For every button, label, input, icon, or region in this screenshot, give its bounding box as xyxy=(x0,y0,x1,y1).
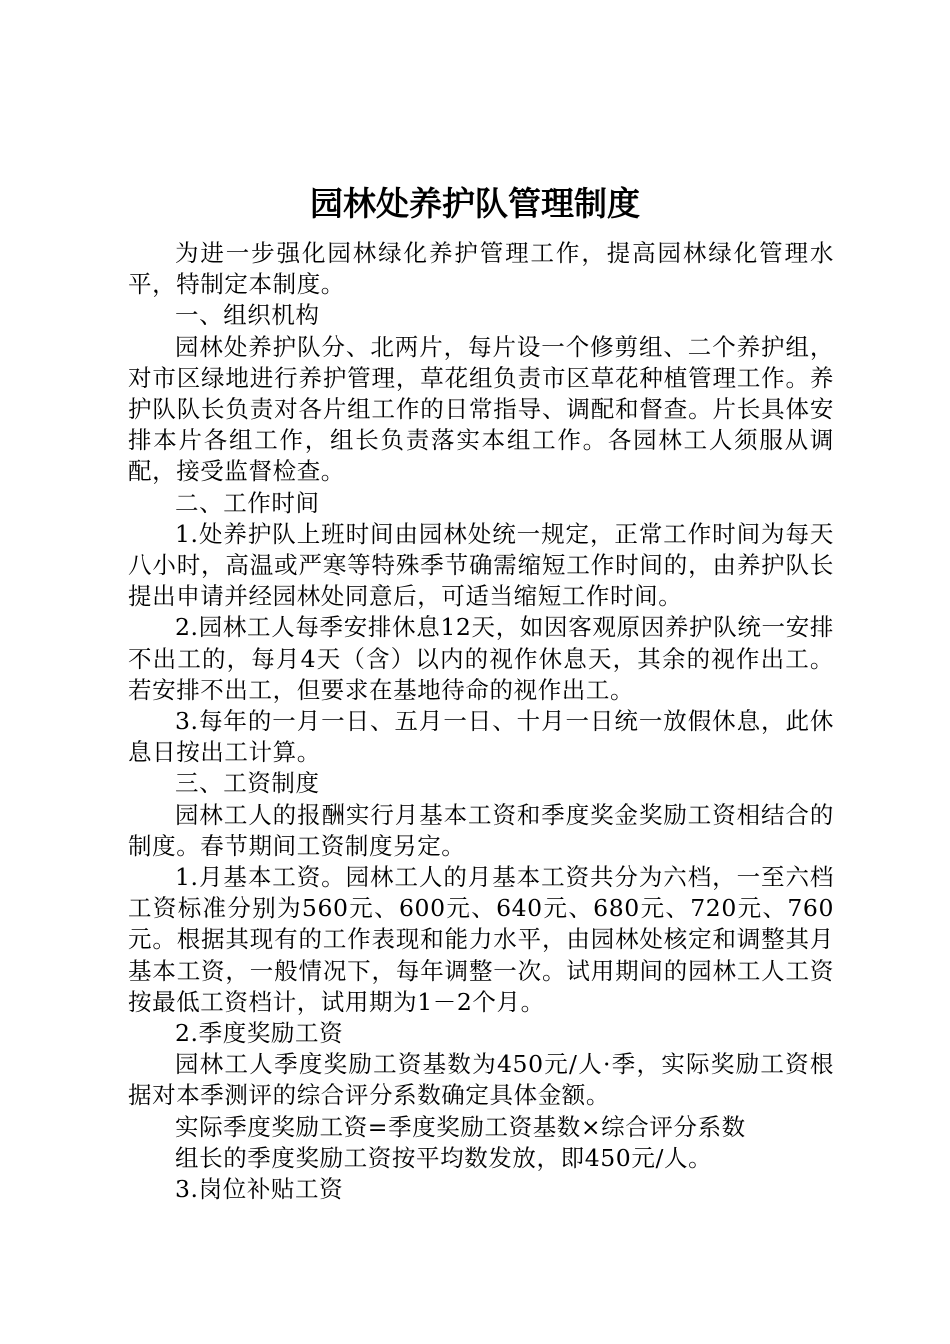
subheading-quarterly-bonus: 2.季度奖励工资 xyxy=(175,1019,344,1048)
section-heading-wage-system: 三、工资制度 xyxy=(175,769,320,798)
document-body xyxy=(128,238,834,1205)
paragraph-work-time-2: 2.园林工人每季安排休息12天，如因客观原因养护队统一安排不出工的，每月4天（含）以内的视作休息天，其余的视作出工。若安排不出工，但要求在基地待命的视作出工。 xyxy=(128,613,834,704)
paragraph-monthly-wage: 1.月基本工资。园林工人的月基本工资共分为六档，一至六档工资标准分别为560元、600元、640元、680元、720元、760元。根据其现有的工作表现和能力水平，由园林处核定和调整其月基本工资，一般情况下，每年调整一次。试用期间的园林工人工资按最低工资档计，试用期为1－2个月。 xyxy=(128,863,834,1016)
paragraph-bonus-formula: 实际季度奖励工资=季度奖励工资基数×综合评分系数 xyxy=(175,1112,746,1141)
paragraph-intro: 为进一步强化园林绿化养护管理工作，提高园林绿化管理水平，特制定本制度。 xyxy=(128,239,834,299)
paragraph-work-time-1: 1.处养护队上班时间由园林处统一规定，正常工作时间为每天八小时，高温或严寒等特殊季节确需缩短工作时间的，由养护队长提出申请并经园林处同意后，可适当缩短工作时间。 xyxy=(128,519,834,611)
section-heading-work-time: 二、工作时间 xyxy=(175,488,320,517)
paragraph-organization: 园林处养护队分、北两片，每片设一个修剪组、二个养护组，对市区绿地进行养护管理，草花组负责市区草花种植管理工作。养护队队长负责对各片组工作的日常指导、调配和督查。片长具体安排本片各组工作，组长负责落实本组工作。各园林工人须服从调配，接受监督检查。 xyxy=(128,332,834,486)
section-heading-organization: 一、组织机构 xyxy=(175,301,320,330)
paragraph-wage-intro: 园林工人的报酬实行月基本工资和季度奖金奖励工资相结合的制度。春节期间工资制度另定。 xyxy=(128,800,834,860)
paragraph-leader-bonus: 组长的季度奖励工资按平均数发放，即450元/人。 xyxy=(175,1143,713,1172)
paragraph-quarterly-bonus: 园林工人季度奖励工资基数为450元/人·季，实际奖励工资根据对本季测评的综合评分系数确定具体金额。 xyxy=(128,1050,834,1110)
paragraph-work-time-3: 3.每年的一月一日、五月一日、十月一日统一放假休息，此休息日按出工计算。 xyxy=(128,707,834,767)
document-title: 园林处养护队管理制度 xyxy=(310,184,640,223)
subheading-post-allowance: 3.岗位补贴工资 xyxy=(175,1175,344,1204)
